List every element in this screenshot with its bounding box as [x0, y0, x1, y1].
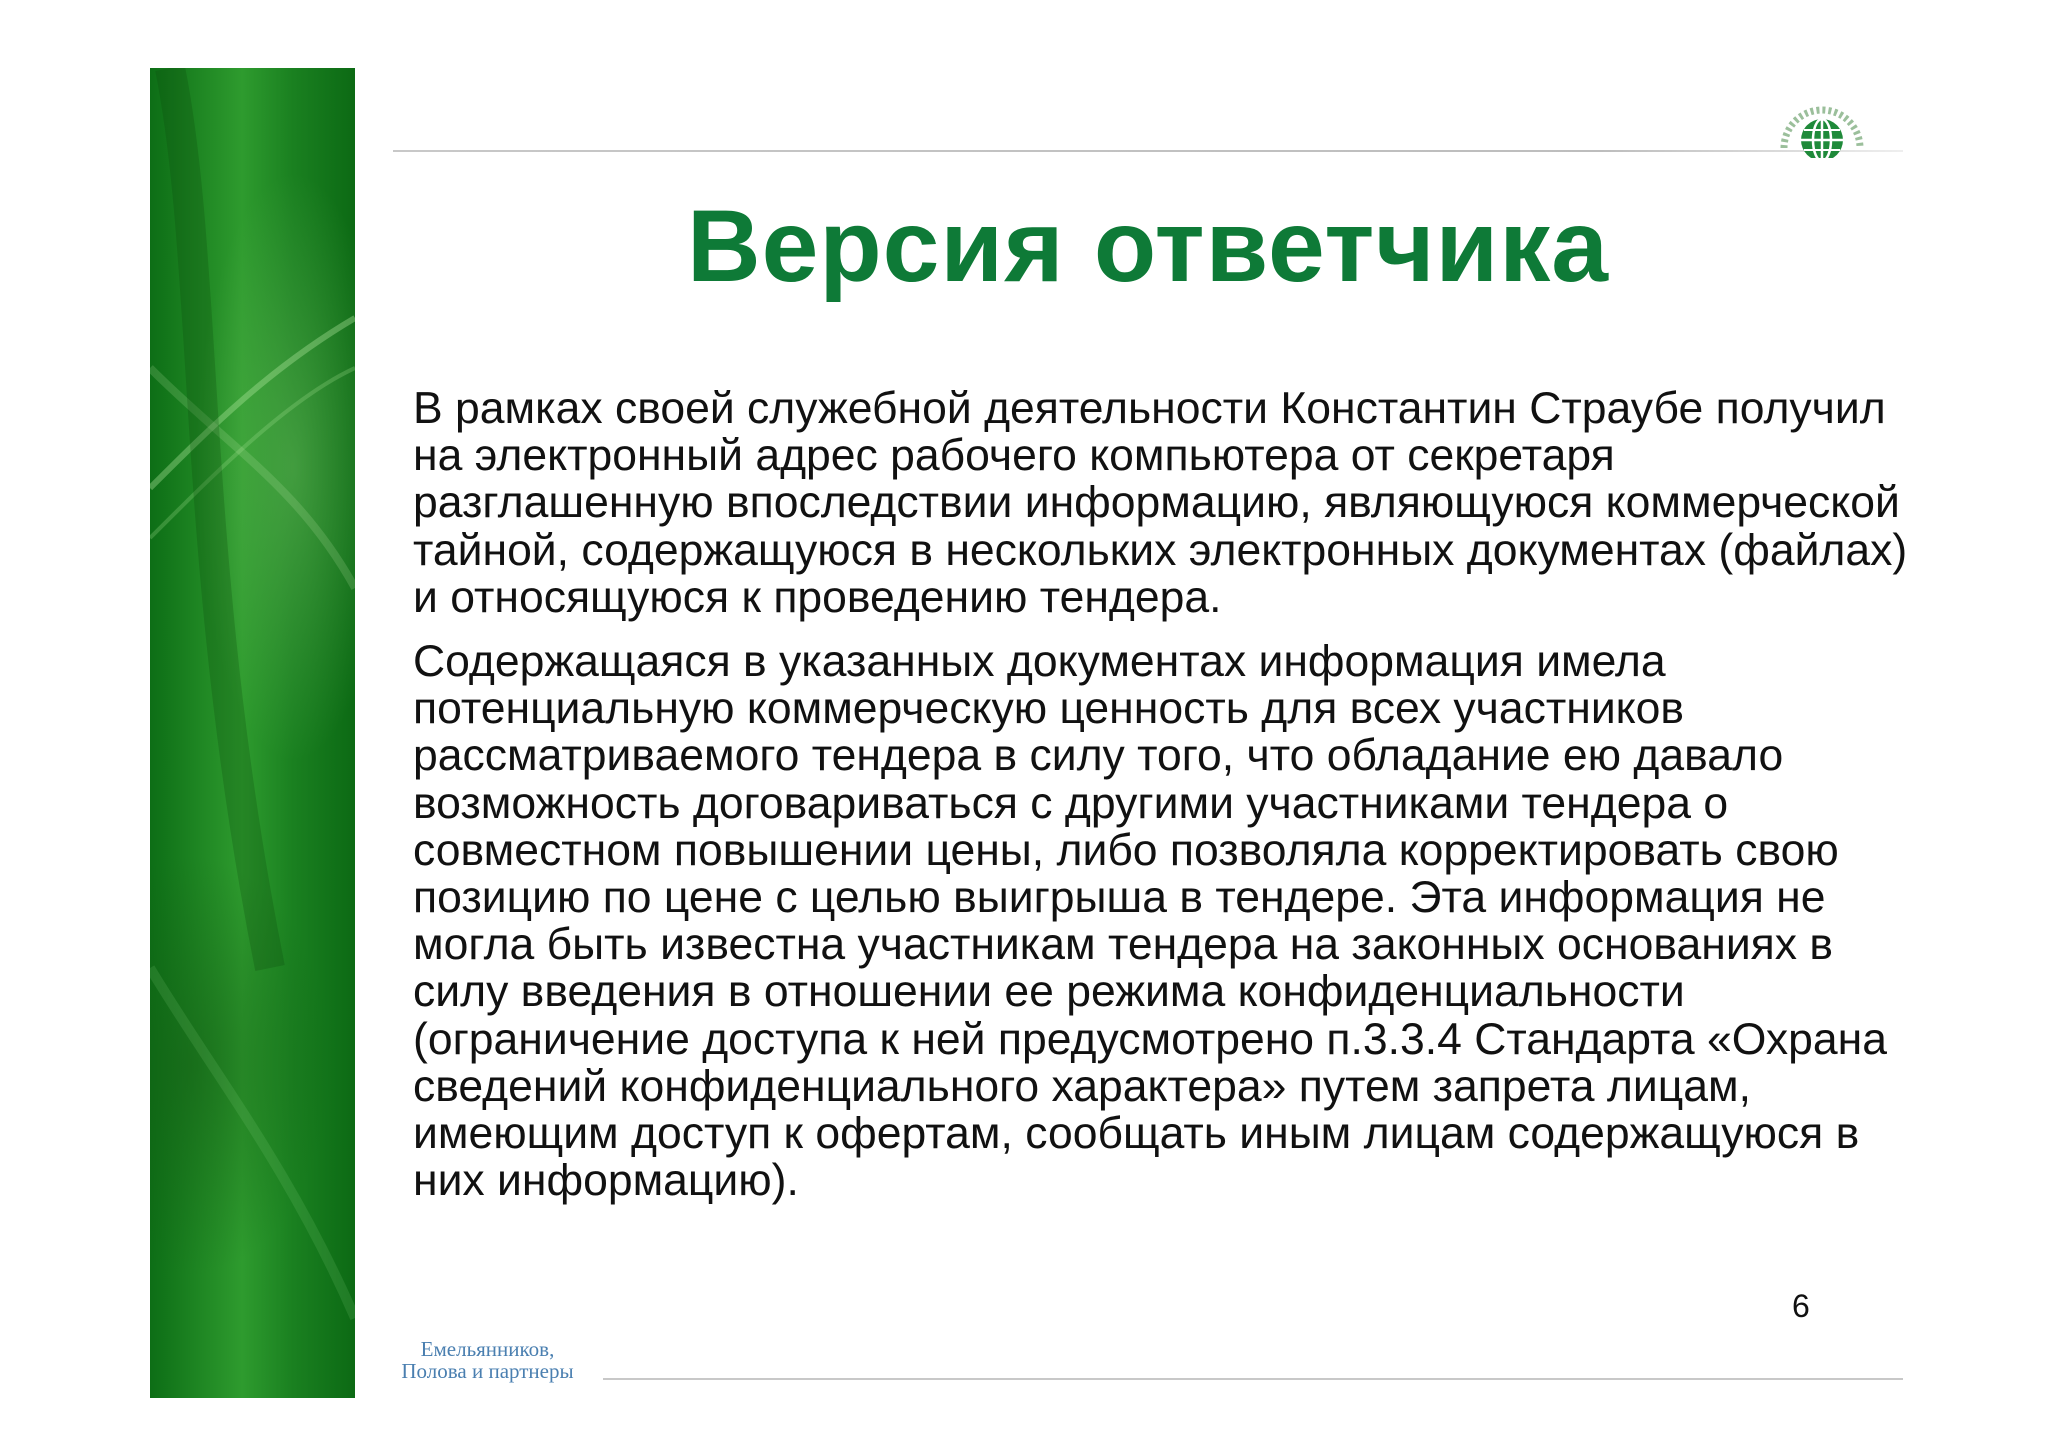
- decorative-green-band: [150, 68, 355, 1398]
- footer-brand-logo: [390, 1338, 585, 1382]
- slide-title: Версия ответчика: [686, 189, 1610, 303]
- bottom-divider: [603, 1378, 1903, 1380]
- paragraph-information-value: Содержащаяся в указанных документах информация имела потенциальную коммерческую ценность для всех участников рассматриваемого тендера в силу того, что обладание ею давало возможность договариваться с другими участниками тендера о совместном повышении цены, либо позволяла корректировать свою позицию по цене с целью выигрыша в тендере. Эта информация не могла быть известна участникам тендера на законных основаниях в силу введения в отношении ее режима конфиденциальности (ограничение доступа к ней предусмотрено п.3.3.4 Стандарта «Охрана сведений конфиденциального характера» путем запрета лицам, имеющим доступ к офертам, сообщать иным лицам содержащуюся в них информацию).: [413, 637, 1887, 1206]
- footer-brand-line-2: Полова и партнеры: [401, 1359, 574, 1383]
- top-divider: [393, 150, 1903, 152]
- swirl-decoration: [150, 68, 355, 1398]
- footer-brand-line-1: Емельянников,: [420, 1337, 555, 1361]
- page-number: 6: [1792, 1288, 1810, 1324]
- slide-body: [413, 385, 1913, 1221]
- paragraph-respondent-receipt: В рамках своей служебной деятельности Константин Страубе получил на электронный адрес рабочего компьютера от секретаря разглашенную впоследствии информацию, являющуюся коммерческой тайной, содержащуюся в нескольких электронных документах (файлах) и относящуюся к проведению тендера.: [413, 384, 1908, 622]
- globe-arch-logo-icon: [1762, 90, 1882, 162]
